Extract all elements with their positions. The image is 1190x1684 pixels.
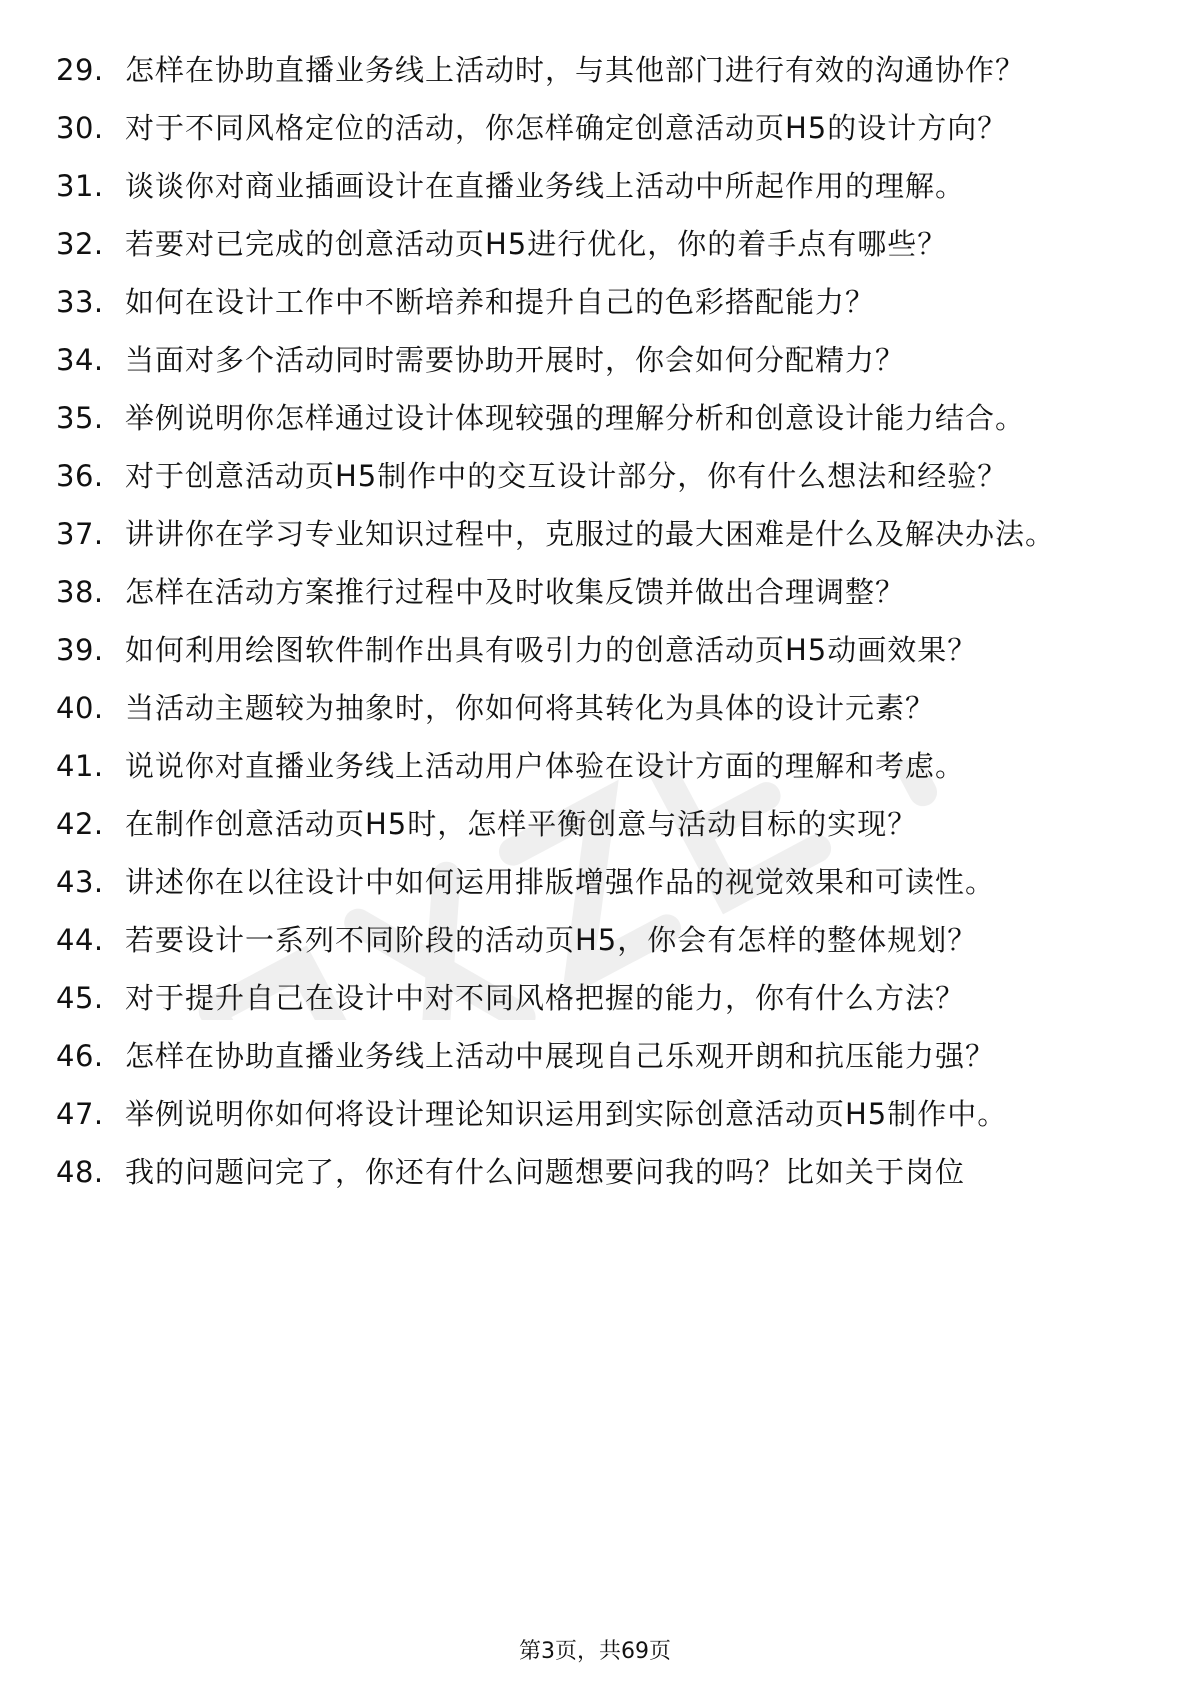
question-text: 怎样在协助直播业务线上活动时，与其他部门进行有效的沟通协作？ [125, 53, 1026, 87]
question-text: 当面对多个活动同时需要协助开展时，你会如何分配精力？ [125, 343, 906, 377]
list-item [56, 980, 1126, 1017]
question-text: 说说你对直播业务线上活动用户体验在设计方面的理解和考虑。 [125, 749, 966, 783]
question-text: 在制作创意活动页H5时，怎样平衡创意与活动目标的实现？ [125, 807, 918, 841]
list-item [56, 922, 1126, 959]
question-number: 32. [56, 227, 104, 261]
question-number: 29. [56, 53, 104, 87]
page-number-label: 第3页，共69页 [519, 1639, 671, 1664]
question-text: 我的问题问完了，你还有什么问题想要问我的吗？比如关于岗位 [125, 1155, 966, 1189]
list-item [56, 458, 1126, 495]
question-text: 对于创意活动页H5制作中的交互设计部分，你有什么想法和经验？ [125, 459, 1008, 493]
list-item [56, 690, 1126, 727]
question-text: 讲讲你在学习专业知识过程中，克服过的最大困难是什么及解决办法。 [125, 517, 1056, 551]
list-item [56, 400, 1126, 437]
question-number: 39. [56, 633, 104, 667]
list-item [56, 516, 1126, 553]
list-item [56, 864, 1126, 901]
question-text: 讲述你在以往设计中如何运用排版增强作品的视觉效果和可读性。 [125, 865, 996, 899]
question-number: 48. [56, 1155, 104, 1189]
list-item [56, 342, 1126, 379]
list-item [56, 1096, 1126, 1133]
list-item [56, 284, 1126, 321]
question-text: 当活动主题较为抽象时，你如何将其转化为具体的设计元素？ [125, 691, 936, 725]
question-text: 举例说明你怎样通过设计体现较强的理解分析和创意设计能力结合。 [125, 401, 1026, 435]
list-item [56, 1154, 1126, 1191]
list-item [56, 1038, 1126, 1075]
question-number: 44. [56, 923, 104, 957]
question-number: 34. [56, 343, 104, 377]
question-text: 如何利用绘图软件制作出具有吸引力的创意活动页H5动画效果？ [125, 633, 978, 667]
list-item [56, 748, 1126, 785]
question-text: 若要设计一系列不同阶段的活动页H5，你会有怎样的整体规划？ [125, 923, 978, 957]
question-text: 怎样在协助直播业务线上活动中展现自己乐观开朗和抗压能力强？ [125, 1039, 996, 1073]
question-text: 如何在设计工作中不断培养和提升自己的色彩搭配能力？ [125, 285, 876, 319]
question-number: 41. [56, 749, 104, 783]
question-number: 38. [56, 575, 104, 609]
list-item [56, 574, 1126, 611]
question-number: 42. [56, 807, 104, 841]
question-number: 30. [56, 111, 104, 145]
question-number: 36. [56, 459, 104, 493]
question-number: 40. [56, 691, 104, 725]
question-text: 怎样在活动方案推行过程中及时收集反馈并做出合理调整？ [125, 575, 906, 609]
question-number: 47. [56, 1097, 104, 1131]
list-item [56, 806, 1126, 843]
question-number: 46. [56, 1039, 104, 1073]
question-number: 43. [56, 865, 104, 899]
question-number: 33. [56, 285, 104, 319]
question-number: 35. [56, 401, 104, 435]
list-item [56, 52, 1126, 89]
question-list [56, 52, 1126, 1212]
question-number: 37. [56, 517, 104, 551]
question-number: 31. [56, 169, 104, 203]
list-item [56, 226, 1126, 263]
list-item [56, 168, 1126, 205]
question-text: 对于不同风格定位的活动，你怎样确定创意活动页H5的设计方向？ [125, 111, 1008, 145]
question-text: 对于提升自己在设计中对不同风格把握的能力，你有什么方法？ [125, 981, 966, 1015]
list-item [56, 110, 1126, 147]
question-text: 谈谈你对商业插画设计在直播业务线上活动中所起作用的理解。 [125, 169, 966, 203]
list-item [56, 632, 1126, 669]
question-number: 45. [56, 981, 104, 1015]
page-footer [0, 1638, 1190, 1666]
question-text: 举例说明你如何将设计理论知识运用到实际创意活动页H5制作中。 [125, 1097, 1008, 1131]
question-text: 若要对已完成的创意活动页H5进行优化，你的着手点有哪些？ [125, 227, 948, 261]
